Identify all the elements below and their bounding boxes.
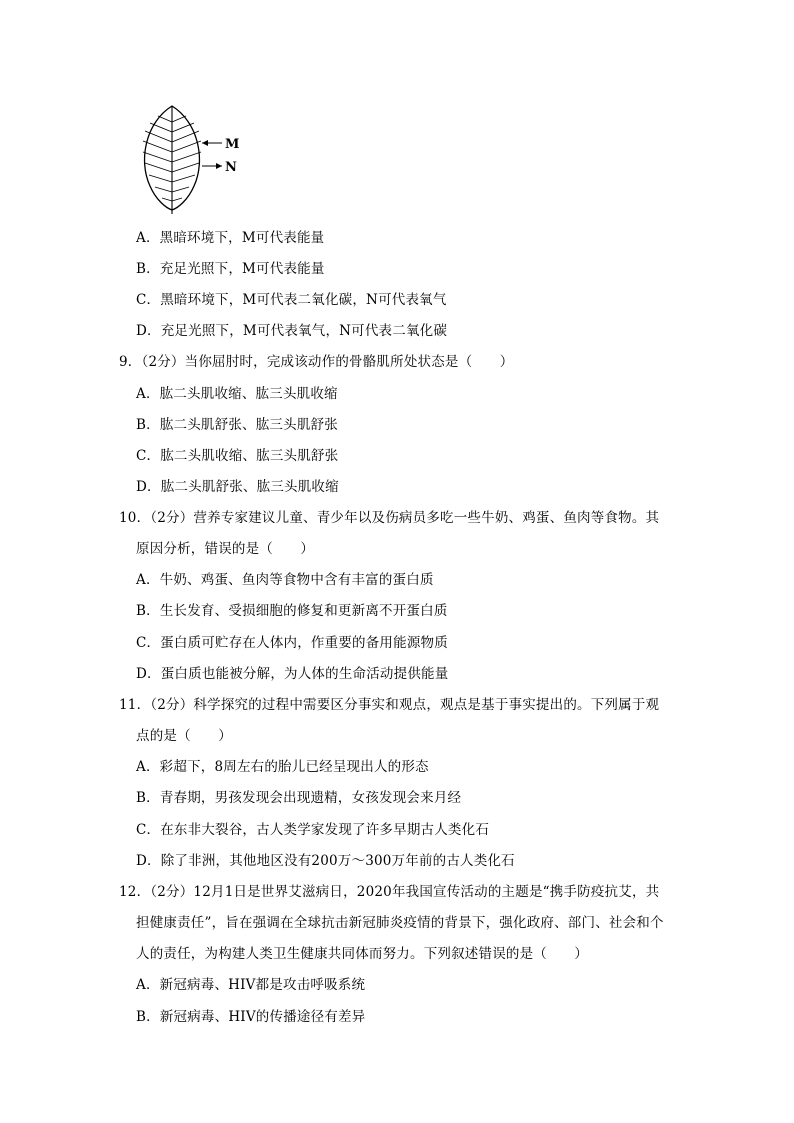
arrow-m-icon — [202, 140, 222, 146]
q9-option-d: D．肱二头肌舒张、肱三头肌收缩 — [136, 479, 339, 495]
arrow-n-icon — [202, 163, 222, 169]
q8-option-d: D．充足光照下，M可代表氧气，N可代表二氧化碳 — [136, 323, 448, 339]
leaf-illustration — [136, 100, 246, 220]
q10-option-d: D．蛋白质也能被分解，为人体的生命活动提供能量 — [136, 666, 449, 682]
q10-stem-line1: 10．（2分）营养专家建议儿童、青少年以及伤病员多吃一些牛奶、鸡蛋、鱼肉等食物。其 — [119, 510, 660, 526]
q12-option-b: B．新冠病毒、HIV的传播途径有差异 — [136, 1009, 366, 1025]
q11-option-b: B．青春期，男孩发现会出现遗精，女孩发现会来月经 — [136, 790, 462, 806]
q11-stem-line1: 11．（2分）科学探究的过程中需要区分事实和观点，观点是基于事实提出的。下列属于观 — [119, 697, 660, 713]
q8-option-c: C．黑暗环境下，M可代表二氧化碳，N可代表氧气 — [136, 292, 447, 308]
leaf-diagram — [136, 100, 246, 220]
q11-option-c: C．在东非大裂谷，古人类学家发现了许多早期古人类化石 — [136, 822, 490, 838]
label-m: M — [225, 137, 240, 152]
q10-option-c: C．蛋白质可贮存在人体内，作重要的备用能源物质 — [136, 635, 448, 651]
q12-option-a: A．新冠病毒、HIV都是攻击呼吸系统 — [136, 977, 366, 993]
q8-option-b: B．充足光照下，M可代表能量 — [136, 261, 325, 277]
q9-option-a: A．肱二头肌收缩、肱三头肌收缩 — [136, 386, 338, 402]
q9-option-c: C．肱二头肌收缩、肱三头肌舒张 — [136, 448, 339, 464]
q10-option-b: B．生长发育、受损细胞的修复和更新离不开蛋白质 — [136, 603, 448, 619]
q12-stem-line1: 12．（2分）12月1日是世界艾滋病日，2020年我国宣传活动的主题是“携手防疫抗艾，共 — [119, 884, 660, 900]
q11-stem-line2: 点的是（ ） — [136, 728, 232, 744]
q10-option-a: A．牛奶、鸡蛋、鱼肉等食物中含有丰富的蛋白质 — [136, 572, 434, 588]
q9-option-b: B．肱二头肌舒张、肱三头肌舒张 — [136, 417, 338, 433]
label-n: N — [225, 160, 237, 175]
q11-option-d: D．除了非洲，其他地区没有200万～300万年前的古人类化石 — [136, 853, 515, 869]
q12-stem-line2: 担健康责任”，旨在强调在全球抗击新冠肺炎疫情的背景下，强化政府、部门、社会和个 — [136, 915, 664, 931]
q8-option-a: A．黑暗环境下，M可代表能量 — [136, 230, 325, 246]
q10-stem-line2: 原因分析，错误的是（ ） — [136, 541, 315, 557]
q12-stem-line3: 人的责任，为构建人类卫生健康共同体而努力。下列叙述错误的是（ ） — [136, 946, 589, 962]
q9-stem: 9．（2分）当你屈肘时，完成该动作的骨骼肌所处状态是（ ） — [119, 354, 514, 370]
q11-option-a: A．彩超下，8周左右的胎儿已经呈现出人的形态 — [136, 759, 429, 775]
